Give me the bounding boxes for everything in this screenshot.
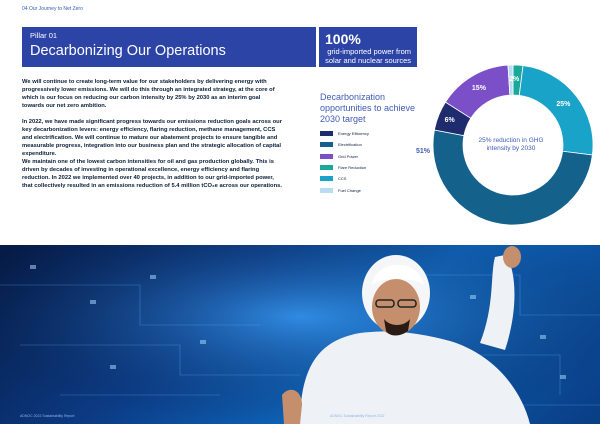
legend-swatch [320,154,333,159]
legend-item [320,151,369,162]
breadcrumb: 04 Our Journey to Net Zero [22,6,83,12]
legend-swatch [320,131,333,136]
legend-item [320,184,369,195]
legend-swatch [320,188,333,193]
legend-swatch [320,165,333,170]
slice-value-label: 15% [471,85,486,93]
legend-item [320,128,369,139]
body-paragraph-3: We maintain one of the lowest carbon intensities for oil and gas production globally. This is driven by decades of investing in operational excellence, energy efficiency and flaring reduction. In 2022 we implemented over 40 projects, in addition to our grid-imported power, that collectively resulted in an emissions reduction of 5.4 million tCO₂e across our operations. [22,159,282,189]
footer-right: ADNOC Sustainability Report 2022 [330,414,385,418]
legend-swatch [320,142,333,147]
legend-label: Flare Reduction [338,165,367,171]
page-title: Decarbonizing Our Operations [30,43,226,59]
stat-callout [319,27,417,67]
legend-label: Grid Power [338,153,359,159]
body-paragraph-1: We will continue to create long-term value for our stakeholders by delivering energy with progressively lower emissions. We will do this through an integrated strategy, at the core of which is our focus on reducing our carbon intensity by 25% by 2030 as an interim goal towards our net zero ambition. [22,79,275,109]
slice-value-label: 6% [444,117,455,125]
stat-caption: grid-imported power from solar and nuclear sources [325,47,411,65]
legend-label: Electrification [338,142,362,148]
legend-label: Fuel Change [338,187,361,193]
slice-value-label: 51% [416,148,431,155]
legend-swatch [320,176,333,181]
pillar-label: Pillar 01 [30,31,58,40]
donut-center-label: 25% reduction in GHG intensity by 2030 [478,137,544,152]
legend-label: CCS [338,176,347,182]
body-paragraph-2: In 2022, we have made significant progress towards our emissions reduction goals across our key decarbonization levers: energy efficiency, flaring reduction, methane management, CCS and electrification. We will continue to mature our abatement projects to ensure tangible and measurable progress, integration into our business plan and the strategic allocation of capital expenditure. [22,119,282,157]
footer-left: ADNOC 2022 Sustainability Report [20,414,75,418]
legend-item [320,173,369,184]
chart-legend [320,128,369,196]
legend-item [320,162,369,173]
slice-value-label: 25% [556,101,571,109]
slice-value-label: 2% [509,76,520,84]
stat-value: 100% [325,31,361,47]
pillar-header [22,27,316,67]
legend-item [320,139,369,150]
hero-photo [0,245,600,424]
chart-title: Decarbonization opportunities to achieve 2030 target [320,92,416,124]
legend-label: Energy Efficiency [338,131,369,137]
